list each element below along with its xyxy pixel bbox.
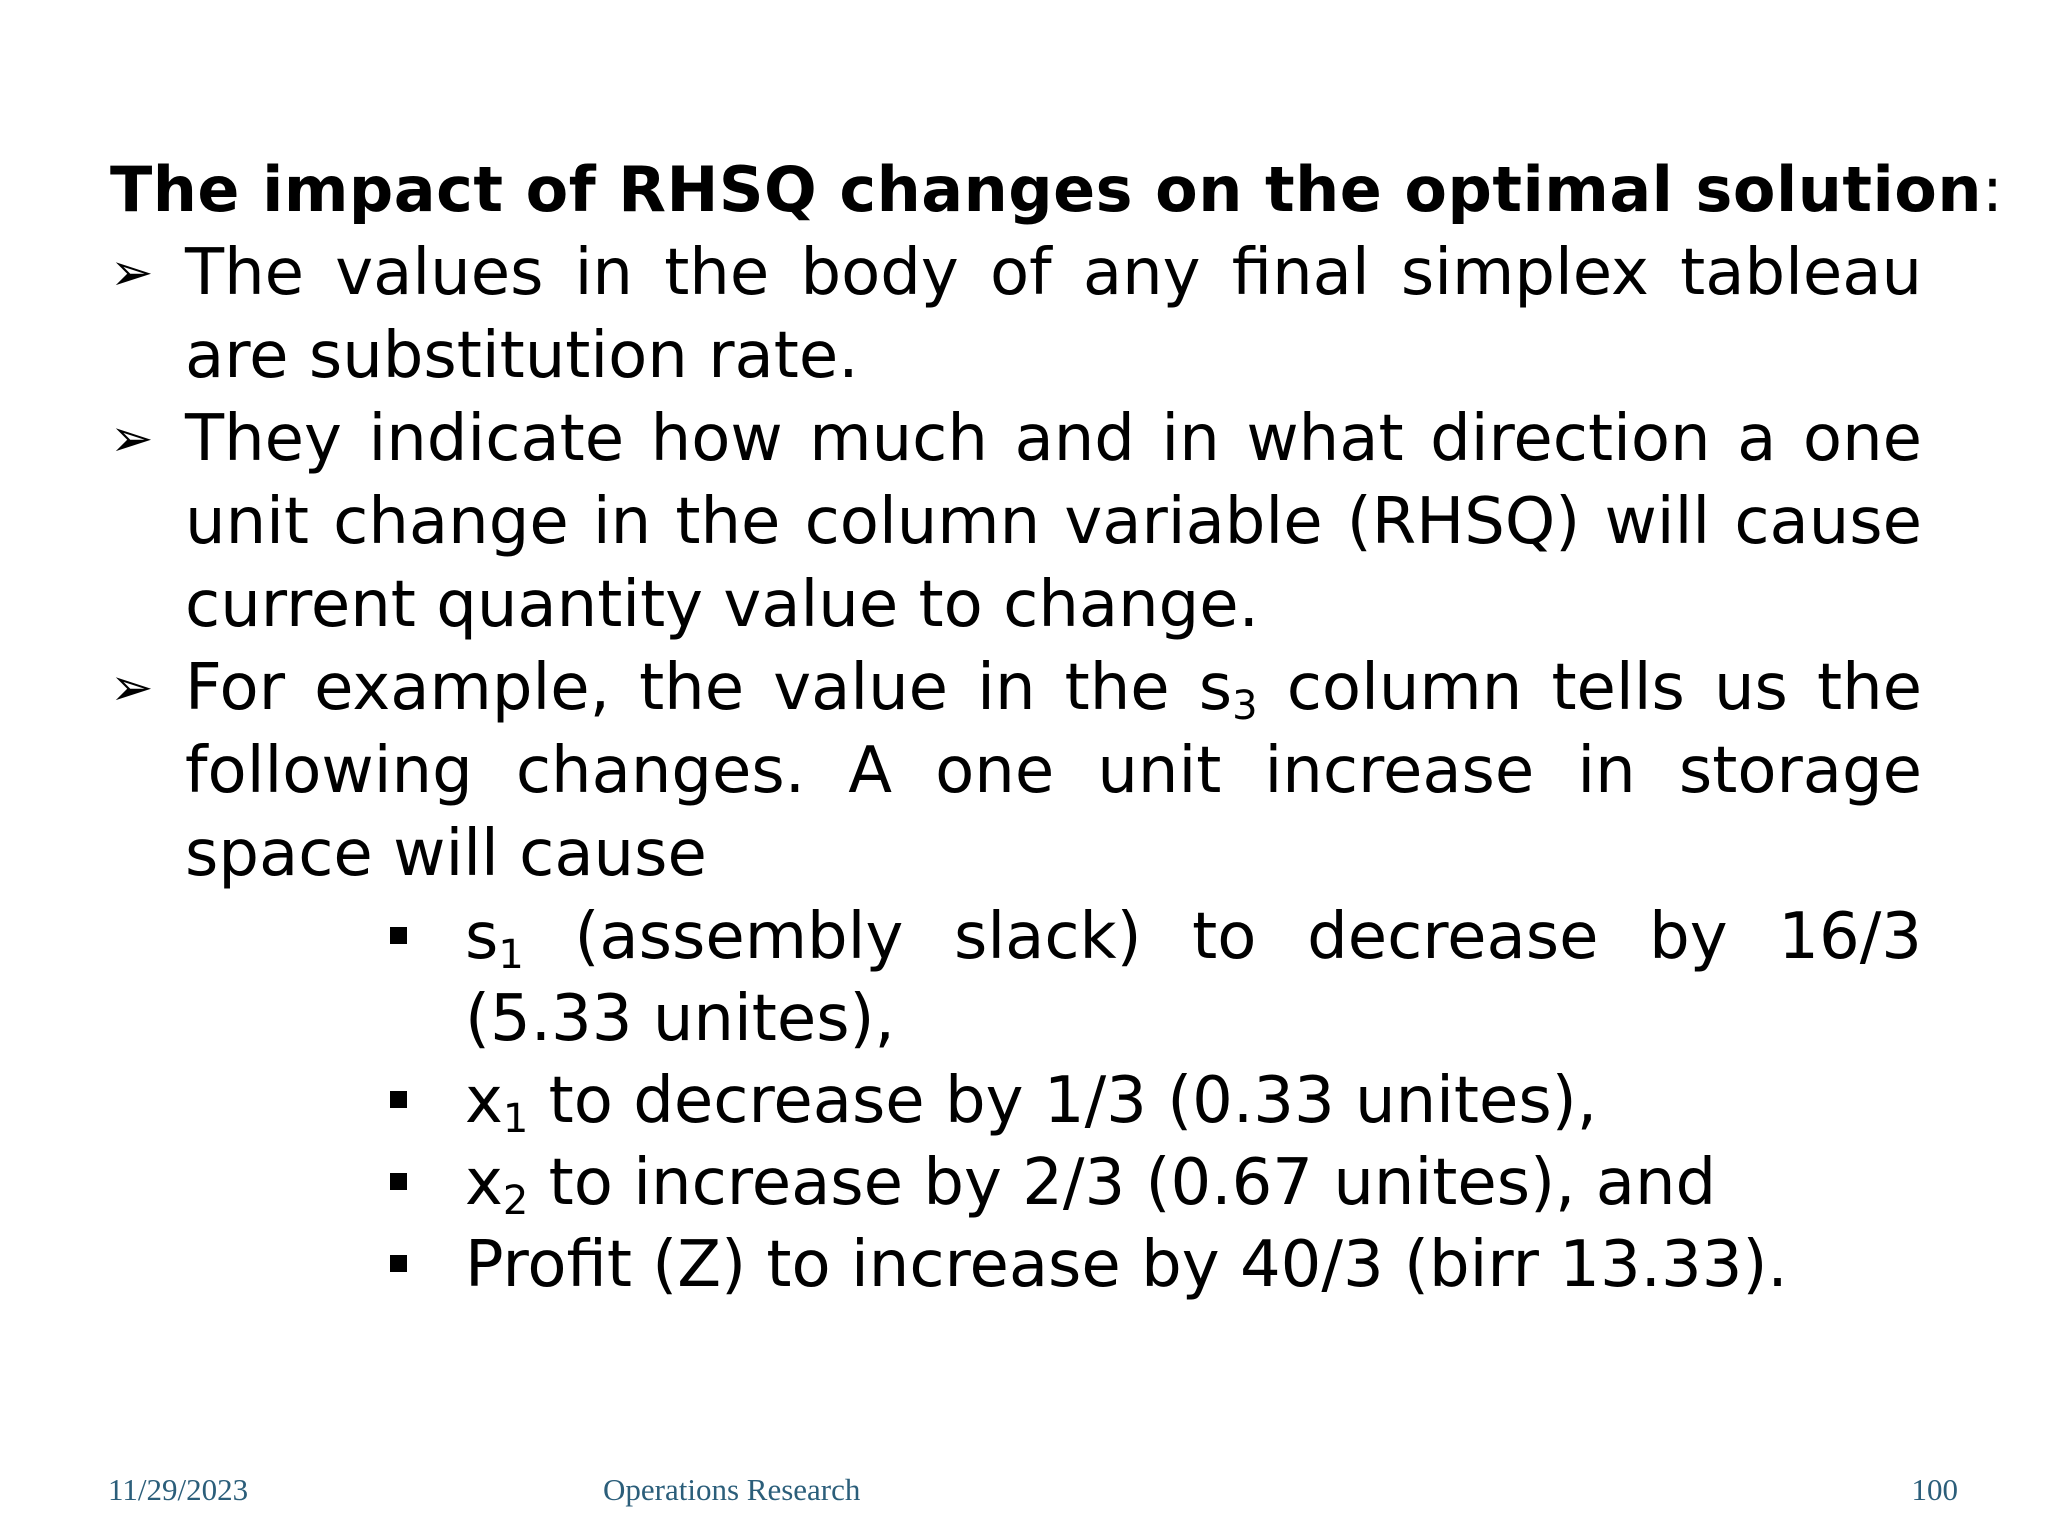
sub-bullet-item (390, 1224, 1922, 1306)
slide-content (110, 148, 2004, 1306)
arrow-bullet-icon: ➢ (110, 243, 154, 303)
subscript: 1 (502, 1096, 529, 1142)
footer-page-number: 100 (1911, 1472, 1958, 1507)
heading-text: The impact of RHSQ changes on the optimal solution (110, 153, 1983, 226)
heading-colon: : (1982, 153, 2004, 226)
bullet-item (110, 232, 1922, 398)
sub-bullet-text: to increase by 2/3 (0.67 unites), and (528, 1146, 1717, 1220)
subscript: 2 (502, 1178, 529, 1224)
bullet-text: For example, the value in the s (185, 651, 1233, 725)
variable: s (465, 900, 499, 974)
square-bullet-icon (390, 927, 407, 944)
variable: x (465, 1064, 503, 1138)
square-bullet-icon (390, 1255, 407, 1272)
sub-bullet-item (390, 1142, 1922, 1224)
subscript: 1 (498, 932, 524, 978)
variable: x (465, 1146, 503, 1220)
sub-bullet-item (390, 896, 1922, 1060)
subscript: 3 (1232, 683, 1258, 729)
footer-title: Operations Research (603, 1472, 861, 1507)
slide-heading (110, 148, 2004, 232)
sub-bullet-text: Profit (Z) to increase by 40/3 (birr 13.33). (465, 1228, 1788, 1302)
bullet-item (110, 647, 1922, 896)
footer-date: 11/29/2023 (108, 1472, 249, 1507)
bullet-text-continued: column tells us the following changes. A one unit increase in storage space will cause (185, 651, 1923, 891)
square-bullet-icon (390, 1173, 407, 1190)
bullet-text: They indicate how much and in what direction a one unit change in the column variable (RHSQ) will cause current quantity value to change. (185, 402, 1922, 642)
bullet-item (110, 398, 1922, 647)
arrow-bullet-icon: ➢ (110, 409, 154, 469)
sub-bullet-text: to decrease by 1/3 (0.33 unites), (528, 1064, 1598, 1138)
sub-bullet-item (390, 1060, 1922, 1142)
sub-bullet-text: (assembly slack) to decrease by 16/3 (5.33 unites), (465, 900, 1922, 1056)
bullet-text: The values in the body of any final simplex tableau are substitution rate. (185, 236, 1922, 393)
arrow-bullet-icon: ➢ (110, 658, 154, 718)
square-bullet-icon (390, 1091, 407, 1108)
